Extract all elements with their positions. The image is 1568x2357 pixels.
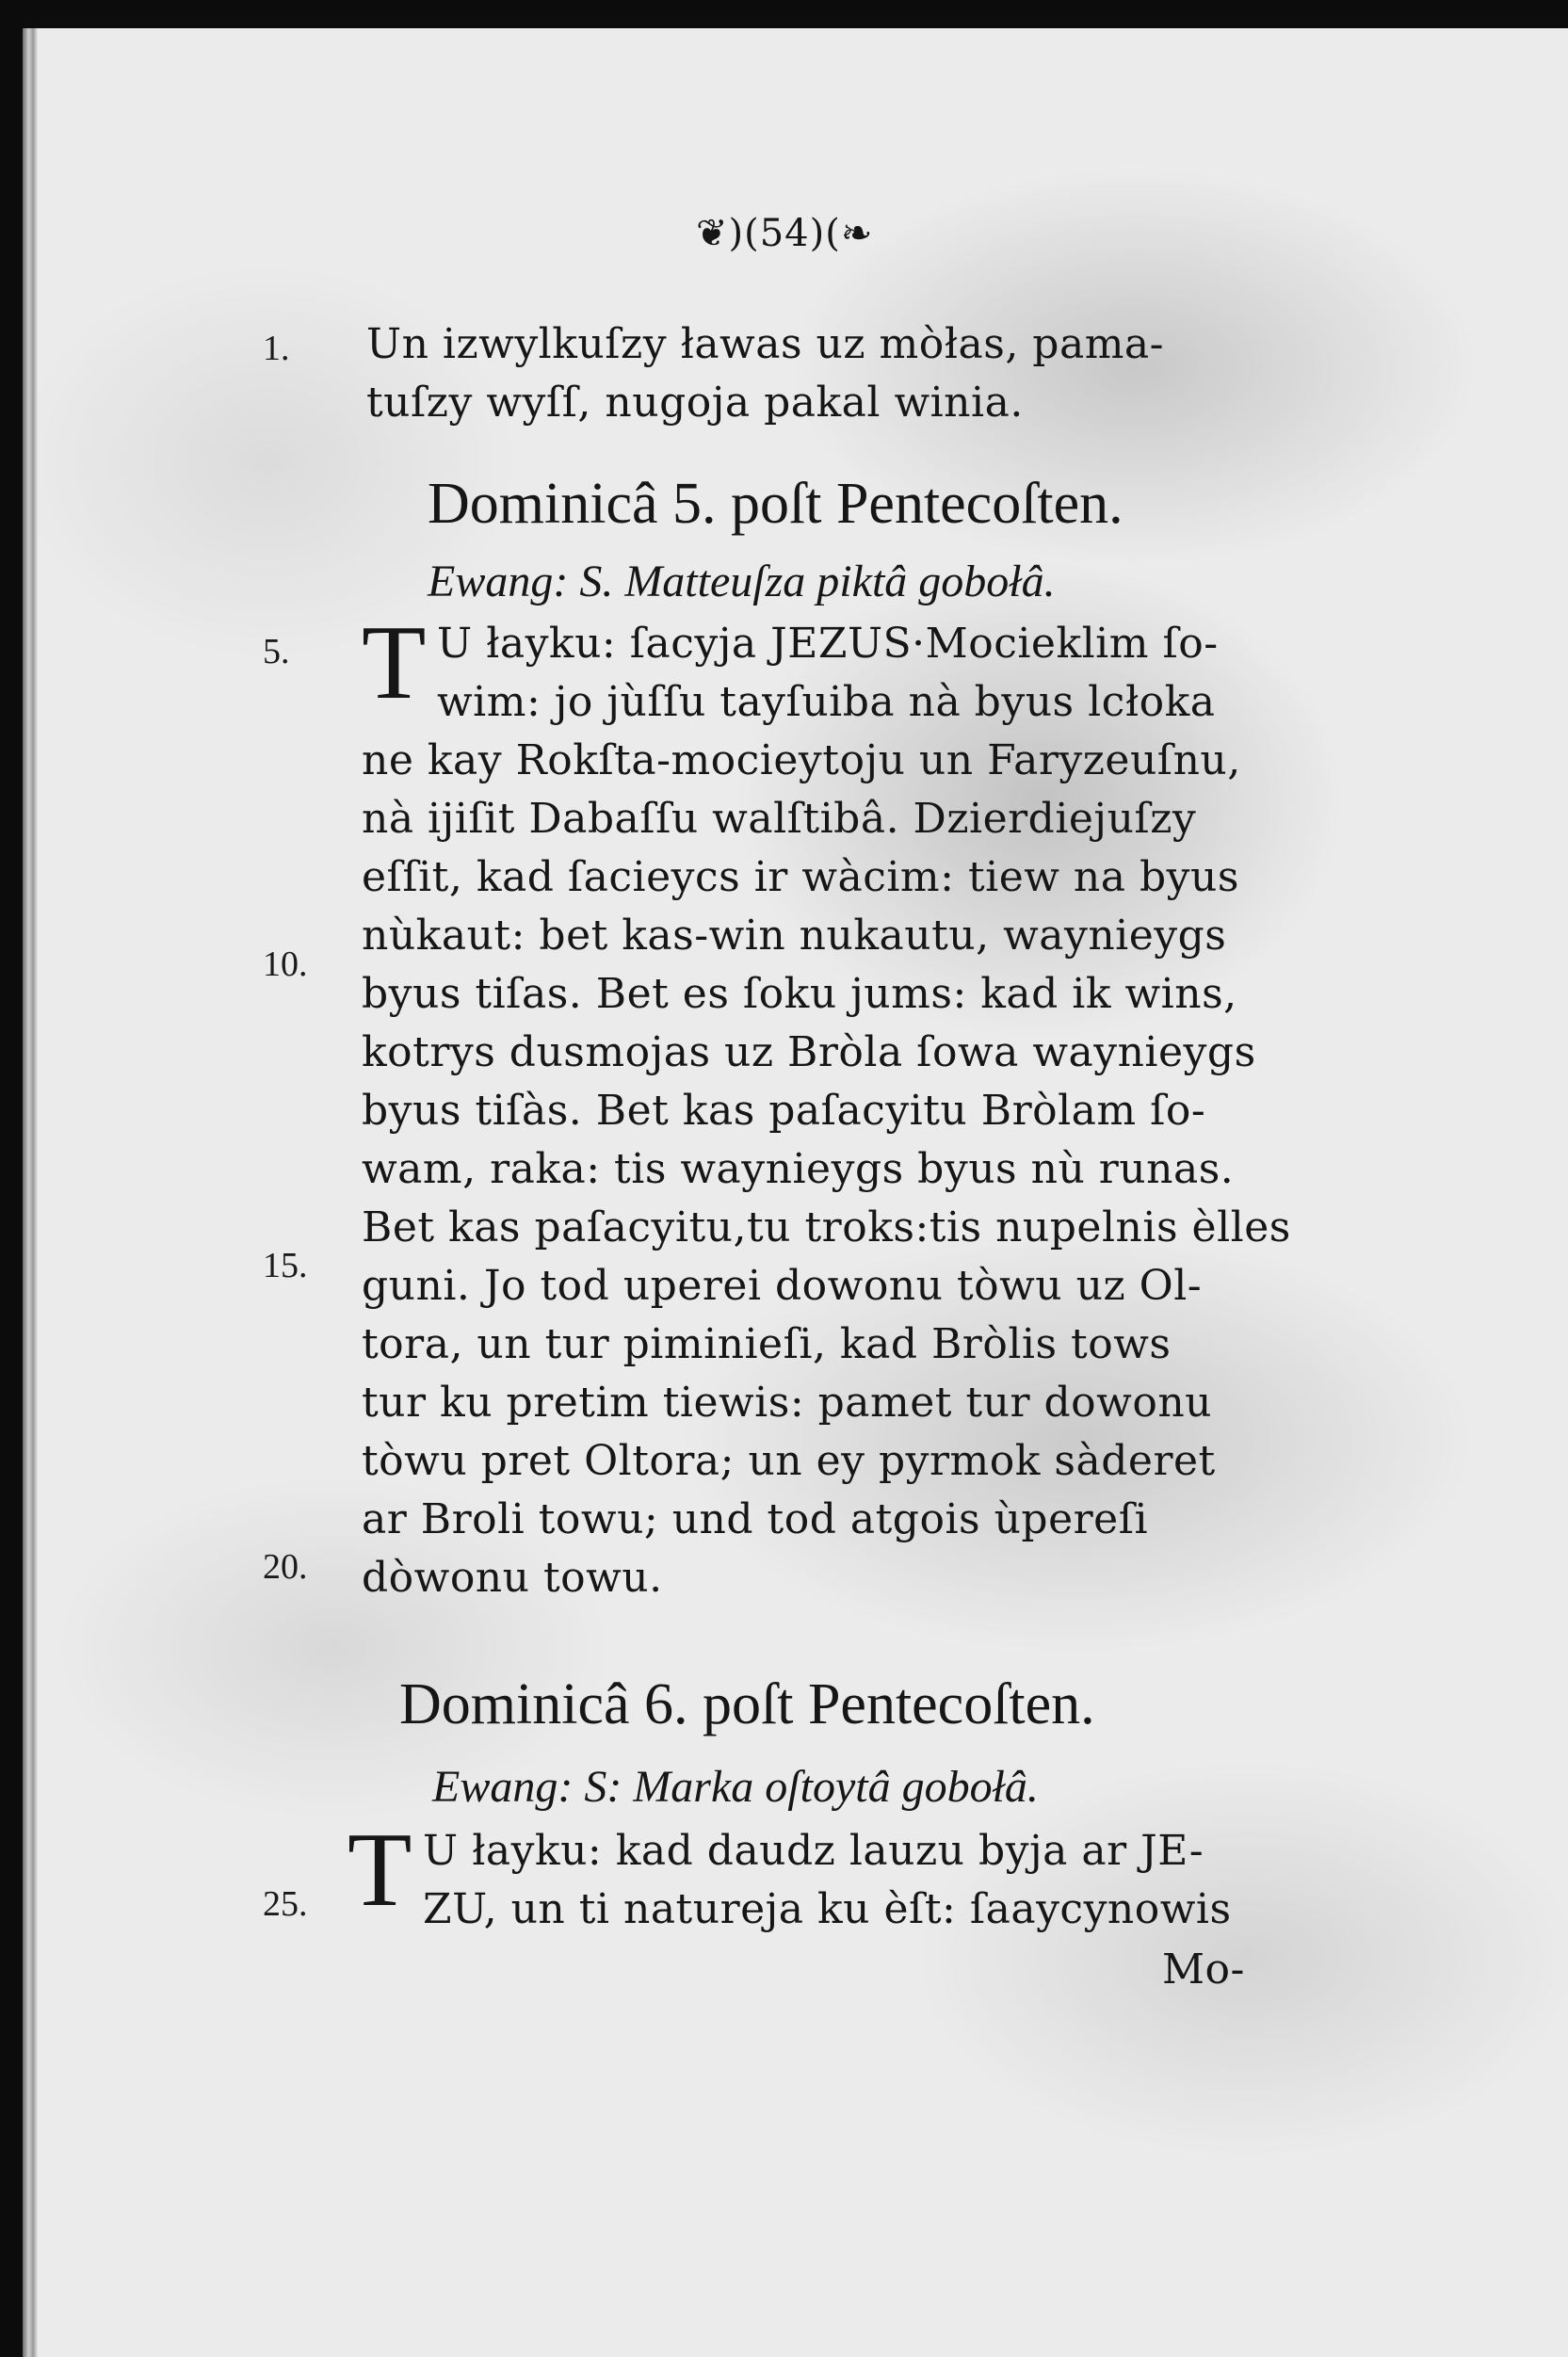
drop-cap: T (348, 1812, 412, 1929)
text-line: Bet kas paſacyitu,tu troks:tis nupelnis èlles (362, 1203, 1291, 1251)
section-subheading: Ewang: S. Matteuſza piktâ gobołâ. (428, 557, 1056, 606)
section-heading: Dominicâ 6. poſt Pentecoſten. (399, 1672, 1095, 1736)
book-page (23, 28, 1568, 2357)
line-number: 5. (263, 632, 290, 671)
text-line: wim: jo jùſſu tayſuiba nà byus lcłoka (437, 678, 1216, 726)
page-header: ❦)(54)(❧ (696, 212, 874, 255)
text-line: ne kay Rokſta-mocieytoju un Faryzeuſnu, (362, 736, 1241, 784)
line-number: 25. (263, 1884, 308, 1924)
text-line: U łayku: kad daudz lauzu byja ar JE- (423, 1827, 1204, 1875)
text-line: tuſzy wyſſ, nugoja pakal winia. (366, 379, 1024, 427)
text-line: ar Broli towu; und tod atgois ùpereſi (362, 1495, 1149, 1543)
text-line: tur ku pretim tiewis: pamet tur dowonu (362, 1379, 1212, 1427)
text-line: Un izwylkuſzy ławas uz mòłas, pama- (366, 320, 1165, 368)
line-number: 10. (263, 944, 308, 984)
text-line: byus tiſàs. Bet kas paſacyitu Bròlam ſo- (362, 1087, 1206, 1135)
text-line: U łayku: ſacyja JEZUS·Mocieklim ſo- (437, 620, 1219, 668)
text-line: nà ijiſit Dabaſſu walſtibâ. Dzierdiejuſzy (362, 795, 1197, 843)
drop-cap: T (362, 605, 427, 721)
text-line: guni. Jo tod uperei dowonu tòwu uz Ol- (362, 1262, 1203, 1310)
line-number: 1. (263, 329, 290, 368)
line-number: 20. (263, 1547, 308, 1587)
text-line: tora, un tur piminieſi, kad Bròlis tows (362, 1320, 1172, 1368)
text-line: dòwonu towu. (362, 1554, 663, 1602)
text-line: wam, raka: tis waynieygs byus nù runas. (362, 1145, 1235, 1193)
section-heading: Dominicâ 5. poſt Pentecoſten. (428, 472, 1123, 536)
page-gutter (23, 28, 38, 2357)
line-number: 15. (263, 1246, 308, 1285)
text-line: kotrys dusmojas uz Bròla ſowa waynieygs (362, 1028, 1256, 1076)
section-subheading: Ewang: S: Marka oſtoytâ gobołâ. (432, 1762, 1039, 1812)
text-line: tòwu pret Oltora; un ey pyrmok sàderet (362, 1437, 1216, 1485)
text-line: ZU, un ti natureja ku èſt: ſaaycynowis (423, 1885, 1232, 1933)
text-line: byus tiſas. Bet es ſoku jums: kad ik wins, (362, 970, 1237, 1018)
text-line: nùkaut: bet kas-win nukautu, waynieygs (362, 912, 1227, 960)
text-line: eſſit, kad ſacieycs ir wàcim: tiew na byus (362, 853, 1239, 901)
catchword: Mo- (1162, 1945, 1245, 1994)
